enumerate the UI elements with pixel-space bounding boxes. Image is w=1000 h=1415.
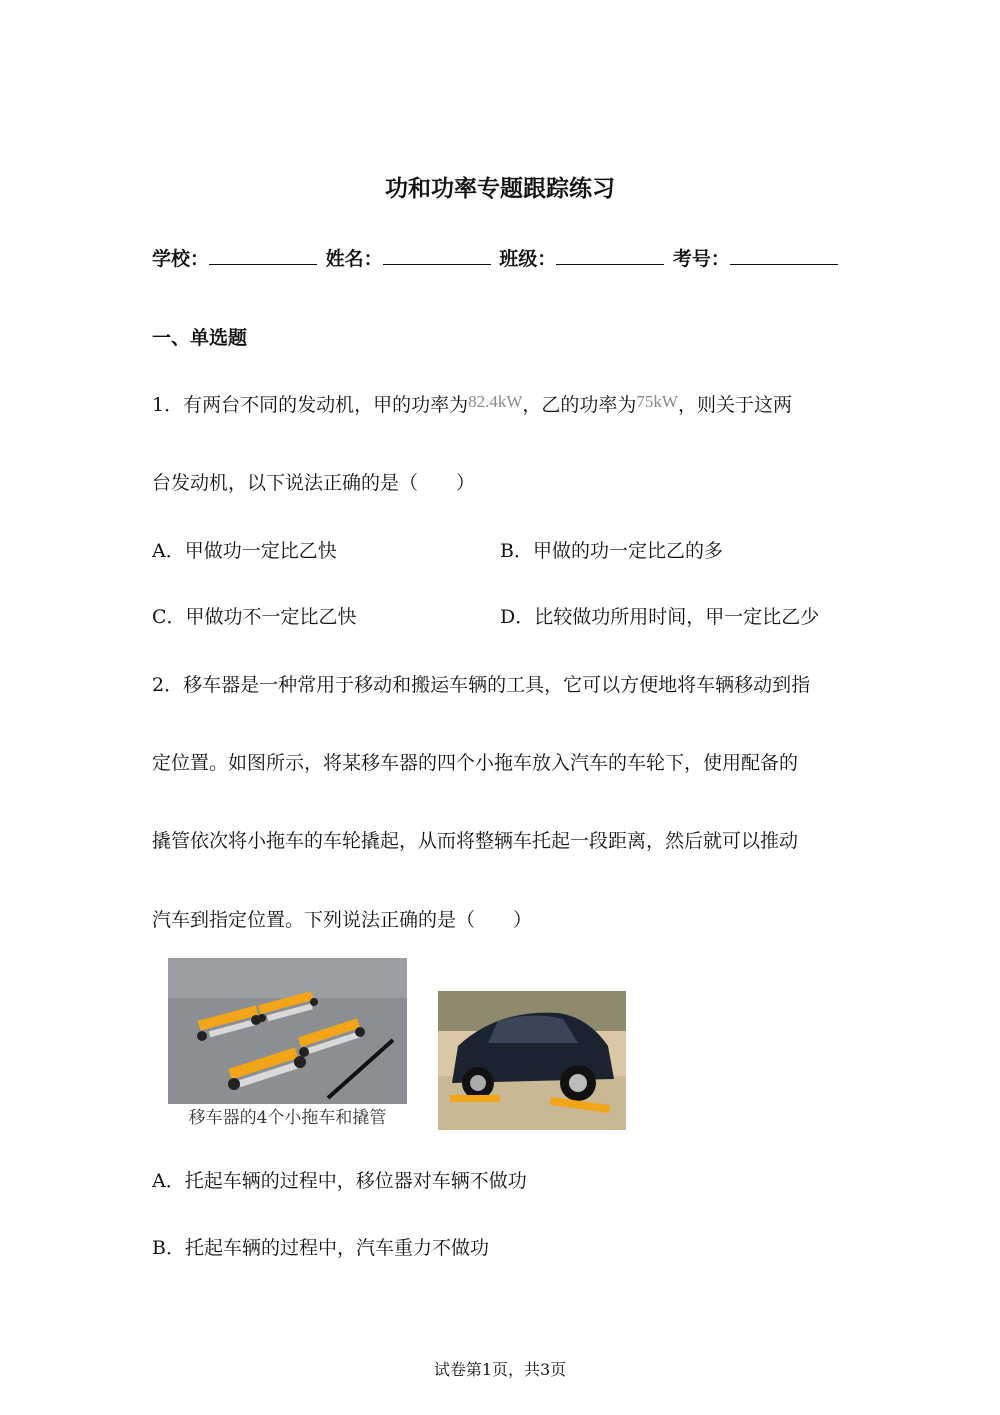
q1-power-a: 82.4kW xyxy=(468,392,523,411)
figure-caption: 移车器的4个小拖车和撬管 xyxy=(168,1104,407,1132)
q1-text-3: ，则关于这两 xyxy=(677,394,792,416)
q2-option-a[interactable]: A．托起车辆的过程中，移位器对车辆不做功 xyxy=(152,1170,527,1192)
school-label: 学校： xyxy=(152,248,210,270)
student-info-row xyxy=(152,244,840,271)
front-dolly xyxy=(450,1095,500,1102)
q1-text-2: ，乙的功率为 xyxy=(522,394,637,416)
section-heading: 一、单选题 xyxy=(152,327,248,349)
page-footer: 试卷第1页，共3页 xyxy=(433,1360,567,1379)
q2-line-4: 汽车到指定位置。下列说法正确的是（ ） xyxy=(152,909,533,931)
q1-option-c[interactable]: C．甲做功不一定比乙快 xyxy=(152,606,357,628)
q1-line-2: 台发动机，以下说法正确的是（ ） xyxy=(152,472,476,494)
q2-line-1: 2．移车器是一种常用于移动和搬运车辆的工具，它可以方便地将车辆移动到指 xyxy=(152,674,811,696)
name-label: 姓名： xyxy=(325,248,383,270)
number-label: 考号： xyxy=(672,248,730,270)
q1-line-1 xyxy=(152,390,792,417)
q1-text-1: 1．有两台不同的发动机，甲的功率为 xyxy=(152,394,469,416)
class-label: 班级： xyxy=(499,248,557,270)
q2-option-b[interactable]: B．托起车辆的过程中，汽车重力不做功 xyxy=(152,1237,489,1259)
q2-line-2: 定位置。如图所示，将某移车器的四个小拖车放入汽车的车轮下，使用配备的 xyxy=(152,752,799,774)
q1-power-b: 75kW xyxy=(636,392,678,411)
car-on-dolly-photo xyxy=(438,991,626,1130)
page-title: 功和功率专题跟踪练习 xyxy=(385,176,615,202)
q2-line-3: 撬管依次将小拖车的车轮撬起，从而将整辆车托起一段距离，然后就可以推动 xyxy=(152,830,799,852)
q1-option-a[interactable]: A．甲做功一定比乙快 xyxy=(152,540,337,562)
q1-option-b[interactable]: B．甲做的功一定比乙的多 xyxy=(500,540,723,562)
q1-option-d[interactable]: D．比较做功所用时间，甲一定比乙少 xyxy=(500,606,820,628)
number-blank[interactable] xyxy=(730,246,838,265)
class-blank[interactable] xyxy=(556,246,664,265)
name-blank[interactable] xyxy=(383,246,491,265)
school-blank[interactable] xyxy=(209,246,317,265)
